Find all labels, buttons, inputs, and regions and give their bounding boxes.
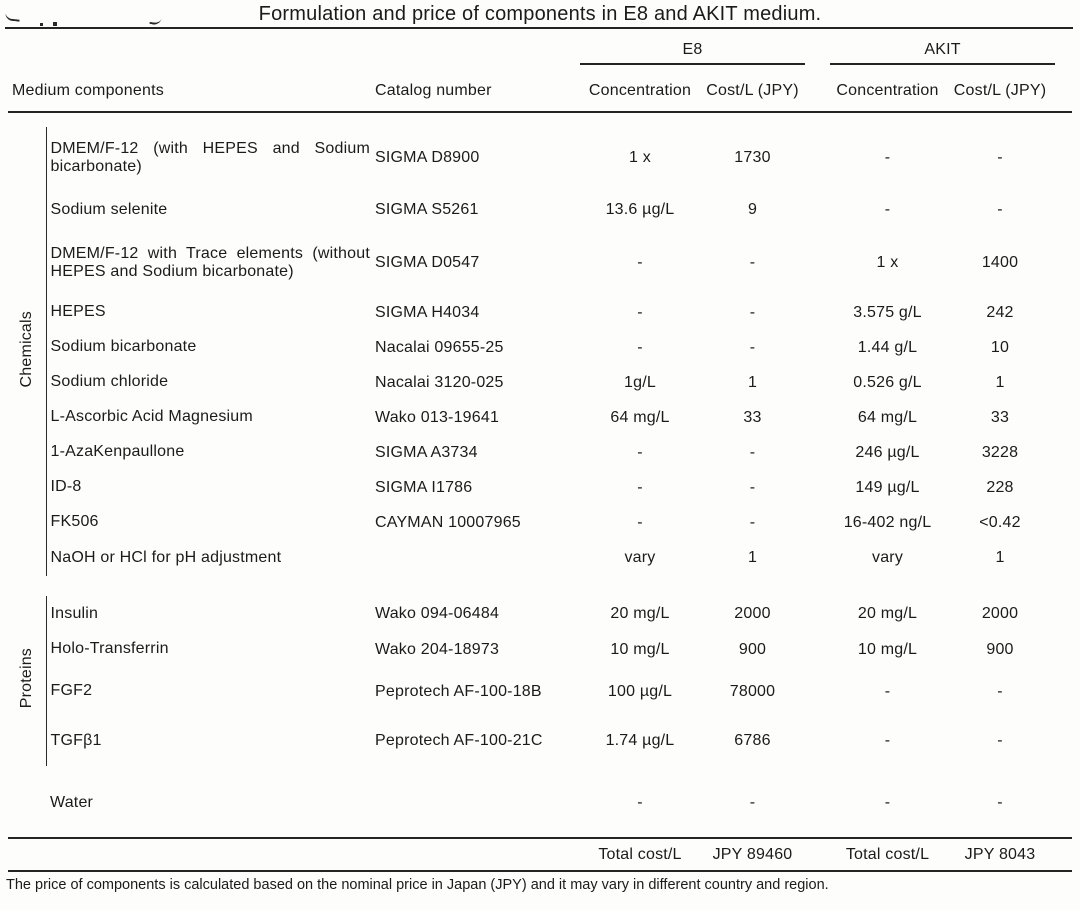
- akit-cost-cell: 10: [990, 338, 1010, 356]
- empty-group-cell: [8, 786, 46, 820]
- component-cell: Sodium chloride: [50, 373, 169, 391]
- catalog-cell: Wako 094-06484: [375, 605, 500, 622]
- table-row: [8, 400, 1072, 435]
- right-margin-cell: [1055, 189, 1072, 231]
- e8-cost-cell: -: [749, 443, 756, 461]
- catalog-cell: SIGMA A3734: [375, 443, 478, 461]
- e8-cost-cell: -: [749, 478, 756, 496]
- catalog-cell: [372, 540, 580, 576]
- akit-cost-cell: -: [997, 149, 1003, 166]
- table-row: [8, 540, 1072, 576]
- component-cell: Sodium bicarbonate: [50, 338, 197, 356]
- e8-cost-cell: -: [749, 338, 756, 356]
- akit-concentration-cell: -: [884, 149, 891, 166]
- right-margin-cell: [1055, 632, 1072, 667]
- akit-concentration-cell: 1 x: [876, 254, 899, 271]
- component-cell: L-Ascorbic Acid Magnesium: [50, 408, 253, 426]
- akit-cost-header: Cost/L (JPY): [945, 64, 1055, 112]
- e8-concentration-cell: -: [637, 254, 643, 271]
- e8-cost-cell: 1: [747, 373, 758, 391]
- totals-row: [8, 838, 1072, 871]
- table-row: [8, 435, 1072, 470]
- right-margin-cell: [1055, 667, 1072, 716]
- e8-group-header: E8: [580, 29, 805, 64]
- e8-cost-cell: 78000: [729, 682, 776, 700]
- totals-spacer-cell: [1055, 838, 1072, 871]
- catalog-cell: SIGMA D8900: [375, 149, 480, 166]
- component-cell: HEPES: [50, 303, 106, 321]
- catalog-number-header: Catalog number: [372, 64, 580, 112]
- akit-concentration-cell: -: [884, 201, 891, 218]
- table-row: [8, 786, 1072, 820]
- footnote: The price of components is calculated based on the nominal price in Japan (JPY) and it may vary in different country and region.: [6, 877, 829, 893]
- e8-cost-cell: -: [749, 794, 756, 811]
- gap-cell: [805, 127, 830, 189]
- e8-concentration-cell: 10 mg/L: [610, 640, 670, 658]
- e8-concentration-cell: -: [637, 443, 643, 461]
- e8-total-label: Total cost/L: [580, 838, 700, 871]
- table-row: [8, 295, 1072, 330]
- catalog-cell: SIGMA I1786: [375, 478, 473, 496]
- akit-group-header: AKIT: [830, 29, 1055, 64]
- catalog-cell: Nacalai 3120-025: [375, 373, 504, 391]
- catalog-cell: SIGMA H4034: [375, 303, 480, 321]
- e8-cost-cell: 33: [743, 408, 762, 426]
- gap-cell: [805, 435, 830, 470]
- akit-cost-cell: 3228: [981, 443, 1019, 461]
- e8-cost-cell: -: [749, 303, 756, 321]
- right-margin-cell: [1055, 540, 1072, 576]
- e8-cost-cell: 6786: [734, 732, 771, 749]
- e8-concentration-cell: 64 mg/L: [610, 408, 670, 426]
- e8-cost-cell: 900: [738, 640, 767, 658]
- component-cell: NaOH or HCl for pH adjustment: [50, 548, 282, 566]
- component-cell: Sodium selenite: [50, 200, 168, 218]
- akit-cost-cell: 1400: [981, 254, 1019, 271]
- header-spacer: [8, 29, 580, 64]
- e8-concentration-cell: 20 mg/L: [610, 605, 670, 622]
- right-margin-cell: [1055, 786, 1072, 820]
- e8-cost-header: Cost/L (JPY): [700, 64, 805, 112]
- akit-concentration-cell: 16-402 ng/L: [843, 513, 932, 531]
- e8-concentration-cell: -: [637, 478, 643, 496]
- formulation-table: [8, 29, 1072, 872]
- e8-concentration-cell: 1 x: [629, 149, 651, 166]
- group-label-cell: [8, 127, 46, 576]
- akit-cost-cell: -: [997, 794, 1003, 811]
- e8-concentration-cell: 13.6 µg/L: [605, 201, 675, 218]
- akit-total-value: JPY 8043: [945, 838, 1055, 871]
- akit-concentration-cell: 10 mg/L: [857, 640, 918, 658]
- table-caption-area: [0, 0, 1080, 29]
- title-rule: [5, 27, 1073, 29]
- akit-cost-cell: <0.42: [979, 513, 1021, 531]
- akit-cost-cell: 1: [995, 549, 1005, 566]
- component-cell: ID-8: [50, 478, 82, 496]
- table-row: [8, 365, 1072, 400]
- right-margin-cell: [1055, 127, 1072, 189]
- akit-concentration-cell: 20 mg/L: [857, 605, 918, 622]
- right-margin-cell: [1055, 435, 1072, 470]
- right-margin-cell: [1055, 716, 1072, 766]
- akit-concentration-cell: -: [884, 732, 891, 749]
- right-margin-cell: [1055, 505, 1072, 540]
- akit-concentration-cell: 3.575 g/L: [853, 303, 922, 321]
- spacer: [8, 766, 1072, 786]
- gap-cell: [805, 540, 830, 576]
- e8-cost-cell: 1: [747, 549, 758, 566]
- e8-cost-cell: 9: [747, 201, 758, 218]
- gap-cell: [805, 667, 830, 716]
- ungrouped-body: [8, 786, 1072, 820]
- e8-concentration-cell: -: [637, 794, 643, 811]
- e8-concentration-cell: -: [637, 513, 643, 531]
- akit-concentration-cell: 64 mg/L: [857, 408, 918, 426]
- gap-cell: [805, 716, 830, 766]
- catalog-cell: CAYMAN 10007965: [375, 513, 521, 531]
- table-row: [8, 716, 1072, 766]
- component-cell: FGF2: [50, 682, 93, 700]
- component-cell: DMEM/F-12 (with HEPES and Sodium bicarbonate): [50, 139, 370, 175]
- component-cell: Holo-Transferrin: [50, 640, 169, 658]
- table-row: [8, 470, 1072, 505]
- catalog-cell: SIGMA S5261: [375, 201, 479, 218]
- spacer: [8, 576, 1072, 596]
- table-row: [8, 330, 1072, 365]
- column-header-row: [8, 64, 1072, 112]
- e8-concentration-cell: vary: [624, 549, 656, 566]
- gap-cell: [805, 596, 830, 632]
- component-cell: Water: [50, 793, 94, 811]
- right-margin-cell: [1055, 365, 1072, 400]
- catalog-cell: Peprotech AF-100-21C: [375, 732, 543, 749]
- gap-cell: [805, 400, 830, 435]
- akit-concentration-cell: 246 µg/L: [855, 443, 920, 461]
- right-margin-cell: [1055, 231, 1072, 295]
- akit-cost-cell: 228: [986, 478, 1014, 496]
- group-label: Proteins: [17, 648, 35, 709]
- table-row: [8, 596, 1072, 632]
- akit-concentration-cell: -: [884, 794, 891, 811]
- e8-cost-cell: 1730: [734, 149, 771, 166]
- akit-cost-cell: 33: [990, 408, 1010, 426]
- component-cell: TGFβ1: [50, 731, 102, 749]
- akit-concentration-cell: 0.526 g/L: [853, 373, 922, 391]
- right-margin-cell: [1055, 400, 1072, 435]
- component-cell: DMEM/F-12 with Trace elements (without HEPES and Sodium bicarbonate): [50, 244, 370, 280]
- gap-cell: [805, 786, 830, 820]
- totals-body: [8, 838, 1072, 871]
- akit-total-label: Total cost/L: [830, 838, 945, 871]
- catalog-cell: Peprotech AF-100-18B: [375, 682, 542, 700]
- spacer: [8, 820, 1072, 838]
- akit-concentration-cell: 1.44 g/L: [857, 338, 918, 356]
- gap-cell: [805, 189, 830, 231]
- table-row: [8, 189, 1072, 231]
- catalog-cell: [372, 786, 580, 820]
- akit-concentration-cell: 149 µg/L: [855, 478, 920, 496]
- e8-concentration-cell: -: [637, 338, 643, 356]
- akit-cost-cell: 2000: [981, 605, 1019, 622]
- e8-concentration-cell: -: [637, 303, 643, 321]
- e8-cost-cell: 2000: [734, 605, 771, 622]
- table-row: [8, 127, 1072, 189]
- spacer: [8, 112, 1072, 127]
- table-row: [8, 505, 1072, 540]
- gap-cell: [805, 505, 830, 540]
- table-row: [8, 667, 1072, 716]
- header-gap: [805, 64, 830, 112]
- akit-cost-cell: 242: [986, 303, 1014, 321]
- e8-cost-cell: -: [749, 254, 756, 271]
- gap-cell: [805, 330, 830, 365]
- e8-concentration-cell: 1.74 µg/L: [605, 732, 675, 749]
- totals-gap-cell: [805, 838, 830, 871]
- akit-cost-cell: 1: [995, 373, 1005, 391]
- e8-concentration-cell: 100 µg/L: [607, 682, 673, 700]
- medium-group-header-row: [8, 29, 1072, 64]
- component-cell: FK506: [50, 513, 99, 531]
- header-spacer: [1055, 29, 1072, 64]
- header-spacer: [1055, 64, 1072, 112]
- proteins-group-body: [8, 596, 1072, 766]
- akit-cost-cell: -: [997, 682, 1003, 700]
- gap-cell: [805, 632, 830, 667]
- table-row: [8, 231, 1072, 295]
- e8-concentration-header: Concentration: [580, 64, 700, 112]
- akit-cost-cell: -: [997, 201, 1003, 218]
- catalog-cell: Wako 013-19641: [375, 408, 500, 426]
- akit-concentration-header: Concentration: [830, 64, 945, 112]
- component-cell: 1-AzaKenpaullone: [50, 443, 185, 461]
- catalog-cell: SIGMA D0547: [375, 254, 480, 271]
- chemicals-group-body: [8, 127, 1072, 576]
- right-margin-cell: [1055, 295, 1072, 330]
- e8-total-value: JPY 89460: [700, 838, 805, 871]
- header-gap: [805, 29, 830, 64]
- e8-cost-cell: -: [749, 513, 756, 531]
- gap-cell: [805, 470, 830, 505]
- totals-spacer-cell: [8, 838, 580, 871]
- akit-cost-cell: 900: [986, 640, 1014, 658]
- akit-cost-cell: -: [997, 732, 1003, 749]
- right-margin-cell: [1055, 470, 1072, 505]
- right-margin-cell: [1055, 330, 1072, 365]
- catalog-cell: Wako 204-18973: [375, 640, 500, 658]
- gap-cell: [805, 365, 830, 400]
- component-cell: Insulin: [50, 604, 99, 622]
- gap-cell: [805, 231, 830, 295]
- right-margin-cell: [1055, 596, 1072, 632]
- medium-components-header: Medium components: [8, 64, 372, 112]
- group-label: Chemicals: [17, 310, 35, 388]
- group-label-cell: [8, 596, 46, 766]
- akit-concentration-cell: -: [884, 682, 891, 700]
- gap-cell: [805, 295, 830, 330]
- e8-concentration-cell: 1g/L: [624, 373, 656, 391]
- table-title: Formulation and price of components in E8 and AKIT medium.: [258, 3, 822, 25]
- akit-concentration-cell: vary: [872, 549, 904, 566]
- table-row: [8, 632, 1072, 667]
- catalog-cell: Nacalai 09655-25: [375, 338, 504, 356]
